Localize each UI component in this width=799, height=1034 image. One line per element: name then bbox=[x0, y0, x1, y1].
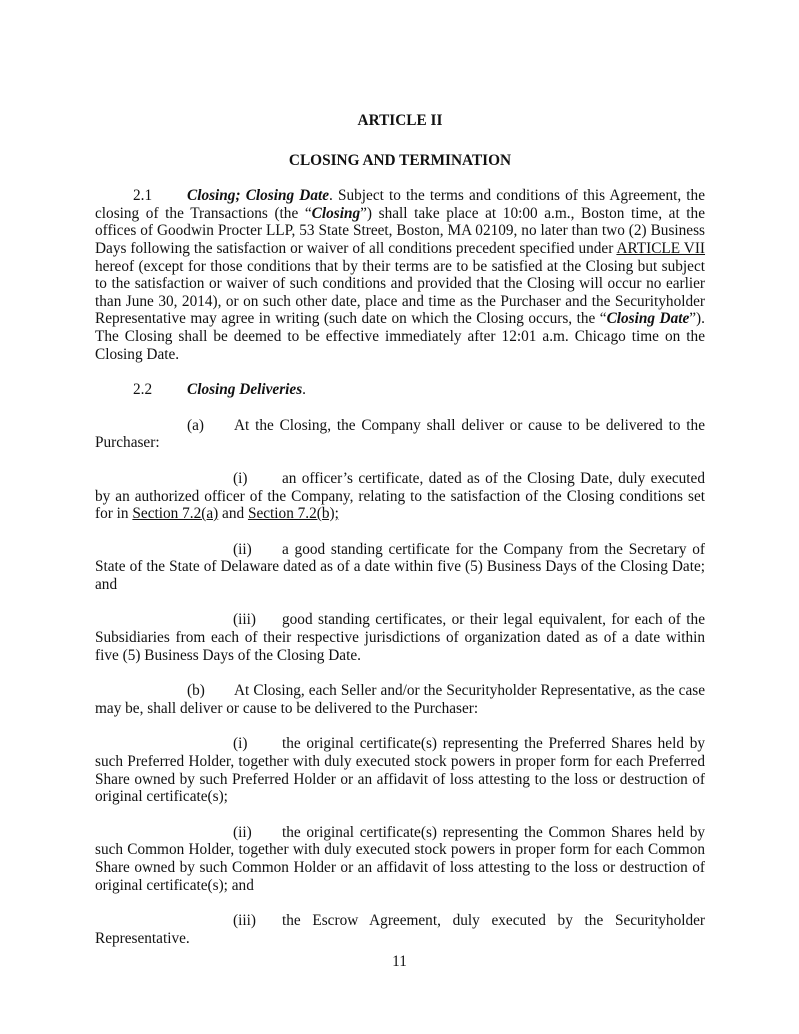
section-heading: Closing; Closing Date bbox=[187, 187, 330, 205]
clause-b-i bbox=[95, 735, 705, 805]
clause-a-ii bbox=[95, 541, 705, 594]
section-number: 2.1 bbox=[133, 187, 153, 205]
clause-label: (a) bbox=[187, 416, 204, 434]
clause-text: and bbox=[218, 505, 248, 523]
heading-period: . bbox=[302, 381, 306, 399]
clause-label: (i) bbox=[233, 735, 248, 753]
clause-label: (iii) bbox=[233, 912, 256, 930]
clause-text: a good standing certificate for the Company from the Secretary of State of the State of Delaware dated as of a date within five (5) Business Days of the Closing Date; and bbox=[95, 540, 705, 593]
clause-text: At the Closing, the Company shall deliver or cause to be delivered to the Purchaser: bbox=[95, 416, 705, 452]
section-number: 2.2 bbox=[133, 381, 153, 399]
heading-period: . bbox=[329, 187, 333, 205]
article-title: ARTICLE II bbox=[357, 112, 443, 129]
cross-reference-article-vii[interactable]: ARTICLE VII bbox=[616, 239, 706, 257]
clause-a-i bbox=[95, 470, 705, 523]
cross-reference-section-7-2-b[interactable]: Section 7.2(b); bbox=[247, 505, 339, 523]
clause-a bbox=[95, 417, 705, 452]
section-2-1 bbox=[95, 187, 705, 363]
clause-b bbox=[95, 682, 705, 717]
clause-text: the original certificate(s) representing the Common Shares held by such Common Holder, together with duly executed stock powers in proper form for each Common Share owned by such Common Holder or an affidavit of loss attesting to the loss or destruction of original certificate(s); and bbox=[95, 823, 705, 894]
section-2-2 bbox=[95, 381, 705, 399]
clause-label: (ii) bbox=[233, 540, 252, 558]
defined-term-closing-date: Closing Date bbox=[606, 310, 690, 328]
clause-text: an officer’s certificate, dated as of the Closing Date, duly executed by an authorized officer of the Company, relating to the satisfaction of the Closing conditions set for in bbox=[95, 469, 705, 523]
clause-text: At Closing, each Seller and/or the Securityholder Representative, as the case may be, shall deliver or cause to be delivered to the Purchaser: bbox=[95, 682, 705, 717]
section-text: Subject to the terms and conditions of this Agreement, the closing of the Transactions (the “ bbox=[95, 187, 705, 222]
page-content bbox=[95, 112, 705, 947]
page-number: 11 bbox=[392, 953, 407, 970]
section-text: ”) shall take place at 10:00 a.m., Boston time, at the offices of Goodwin Procter LLP, 53 State Street, Boston, MA 02109, no later than two (2) Business Days following the satisfaction or waiver of all conditions precedent specified under bbox=[95, 204, 705, 257]
clause-a-iii bbox=[95, 611, 705, 664]
clause-text: good standing certificates, or their legal equivalent, for each of the Subsidiaries from each of their respective jurisdictions of organization dated as of a date within five (5) Business Days of the Closing Date. bbox=[95, 611, 705, 664]
clause-label: (iii) bbox=[233, 611, 256, 629]
clause-label: (b) bbox=[187, 682, 205, 700]
section-text: hereof (except for those conditions that by their terms are to be satisfied at the Closing but subject to the satisfaction or waiver of such conditions and provided that the Closing will occur no earlier than June 30, 2014), or on such other date, place and time as the Purchaser and the Securityholder Representative may agree in writing (such date on which the Closing occurs, the “ bbox=[95, 257, 705, 328]
section-heading: Closing Deliveries bbox=[187, 381, 303, 399]
section-text: ”). The Closing shall be deemed to be effective immediately after 12:01 a.m. Chicago time on the Closing Date. bbox=[95, 310, 705, 363]
clause-b-ii bbox=[95, 824, 705, 894]
clause-b-iii bbox=[95, 912, 705, 947]
clause-text: the Escrow Agreement, duly executed by the Securityholder Representative. bbox=[95, 912, 705, 947]
cross-reference-section-7-2-a[interactable]: Section 7.2(a) bbox=[132, 505, 219, 523]
clause-label: (i) bbox=[233, 469, 248, 487]
article-subtitle: CLOSING AND TERMINATION bbox=[288, 151, 512, 169]
clause-text: the original certificate(s) representing the Preferred Shares held by such Preferred Holder, together with duly executed stock powers in proper form for each Preferred Share owned by such Preferred Holder or an affidavit of loss attesting to the loss or destruction of original certificate(s); bbox=[95, 735, 705, 806]
defined-term-closing: Closing bbox=[311, 204, 361, 222]
clause-label: (ii) bbox=[233, 823, 252, 841]
